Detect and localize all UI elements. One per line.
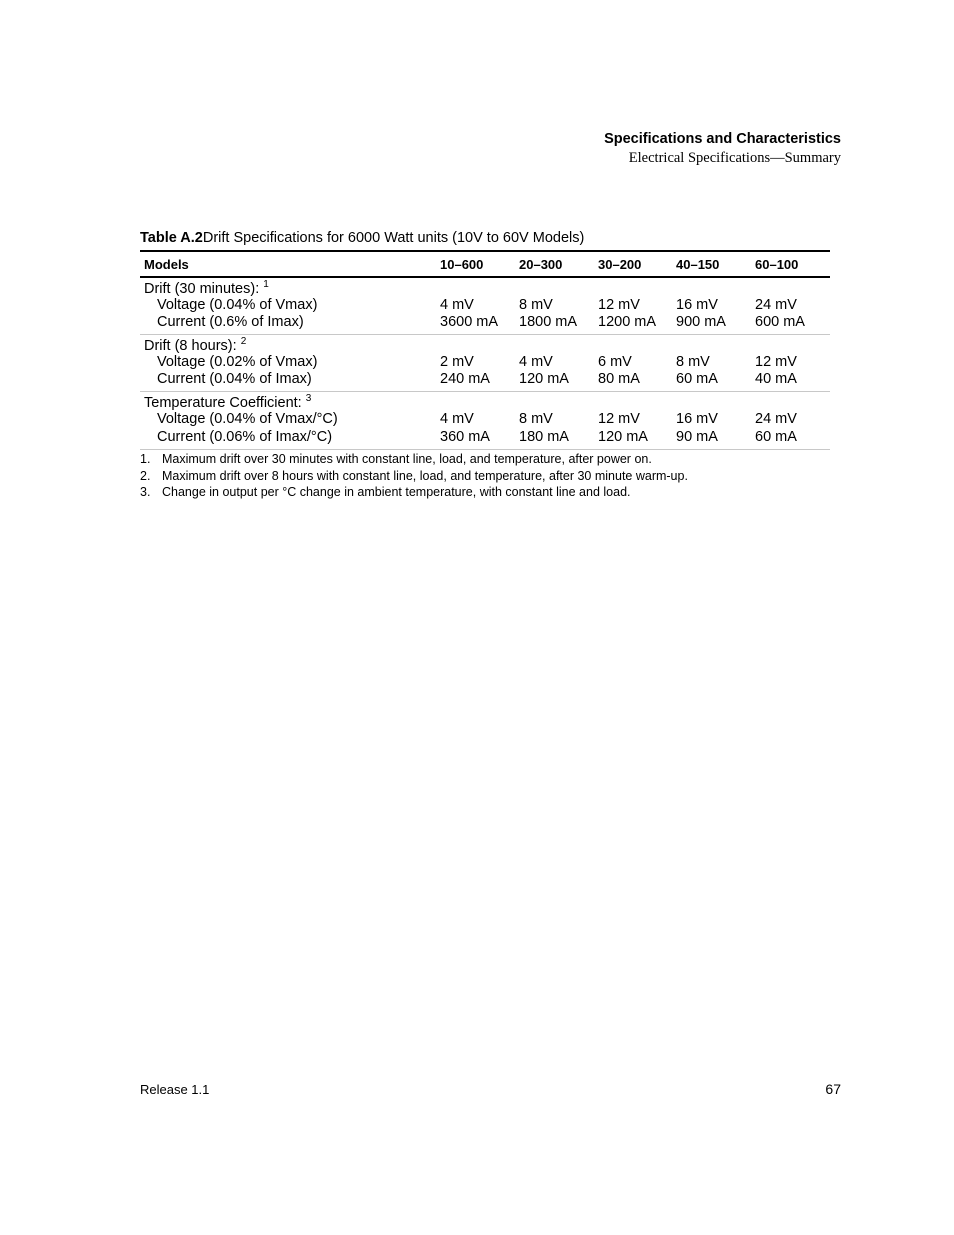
footnote-ref: 3 [305, 393, 312, 404]
table-cell: 360 mA [440, 429, 490, 445]
column-header: 40–150 [676, 257, 720, 272]
table-cell: 16 mV [676, 411, 718, 427]
column-header: 10–600 [440, 257, 484, 272]
footnote-text: Change in output per °C change in ambient temperature, with constant line and load. [162, 485, 631, 499]
table-group-drift-30min [140, 278, 830, 335]
group-title-text: Drift (30 minutes): [144, 281, 260, 297]
table-cell: 1200 mA [598, 314, 657, 330]
column-header: 30–200 [598, 257, 642, 272]
row-label: Current (0.04% of Imax) [157, 371, 312, 387]
table-cell: 8 mV [519, 411, 553, 427]
running-header-title: Specifications and Characteristics [604, 131, 841, 147]
group-title [144, 336, 246, 354]
table-caption-text: Drift Specifications for 6000 Watt units (10V to 60V Models) [202, 230, 585, 246]
row-label: Voltage (0.02% of Vmax) [157, 354, 318, 370]
column-header: 60–100 [755, 257, 799, 272]
table-cell: 80 mA [598, 371, 640, 387]
table-group-drift-8hr [140, 335, 830, 392]
table-cell: 24 mV [755, 297, 797, 313]
group-title-text: Drift (8 hours): [144, 338, 237, 354]
group-title [144, 279, 269, 297]
row-label: Current (0.6% of Imax) [157, 314, 304, 330]
table-cell: 40 mA [755, 371, 797, 387]
footnote-ref: 1 [263, 279, 269, 290]
table-cell: 12 mV [598, 297, 640, 313]
row-label: Voltage (0.04% of Vmax/°C) [157, 411, 338, 427]
footer-page-number: 67 [825, 1081, 841, 1097]
column-header-models: Models [144, 257, 189, 272]
row-label: Current (0.06% of Imax/°C) [157, 429, 333, 445]
table-cell: 2 mV [440, 354, 474, 370]
table-cell: 12 mV [755, 354, 797, 370]
table-cell: 24 mV [755, 411, 797, 427]
table-cell: 4 mV [440, 297, 474, 313]
table-cell: 120 mA [598, 429, 648, 445]
row-label: Voltage (0.04% of Vmax) [157, 297, 318, 313]
table-cell: 180 mA [519, 429, 569, 445]
group-title-text: Temperature Coefficient: [144, 395, 302, 411]
footnote-text: Maximum drift over 8 hours with constant line, load, and temperature, after 30 minute warm-up. [162, 468, 688, 483]
running-header-subtitle: Electrical Specifications—Summary [628, 150, 841, 166]
table-cell: 240 mA [440, 371, 490, 387]
table-caption-label: Table A.2 [140, 230, 203, 246]
footer-release: Release 1.1 [140, 1082, 210, 1097]
table-cell: 4 mV [519, 354, 553, 370]
table-cell: 12 mV [598, 411, 640, 427]
table-cell: 600 mA [755, 314, 805, 330]
table-cell: 6 mV [598, 354, 632, 370]
footnote-ref: 2 [240, 336, 247, 347]
footnote-number: 2. [140, 468, 151, 483]
footnote-number: 1. [140, 452, 151, 466]
table-cell: 60 mA [755, 429, 797, 445]
table-cell: 16 mV [676, 297, 718, 313]
table-header-row [140, 252, 830, 278]
drift-spec-table [140, 250, 830, 450]
column-header: 20–300 [519, 257, 563, 272]
table-cell: 8 mV [519, 297, 553, 313]
table-cell: 8 mV [676, 354, 710, 370]
footnote-text: Maximum drift over 30 minutes with constant line, load, and temperature, after power on. [162, 452, 652, 466]
table-cell: 120 mA [519, 371, 569, 387]
table-cell: 1800 mA [519, 314, 578, 330]
group-title [144, 393, 311, 411]
table-caption [140, 230, 584, 246]
footnote-number: 3. [140, 485, 151, 499]
table-cell: 4 mV [440, 411, 474, 427]
table-cell: 60 mA [676, 371, 718, 387]
table-group-temp-coefficient [140, 392, 830, 450]
table-cell: 90 mA [676, 429, 718, 445]
table-cell: 3600 mA [440, 314, 499, 330]
table-cell: 900 mA [676, 314, 726, 330]
